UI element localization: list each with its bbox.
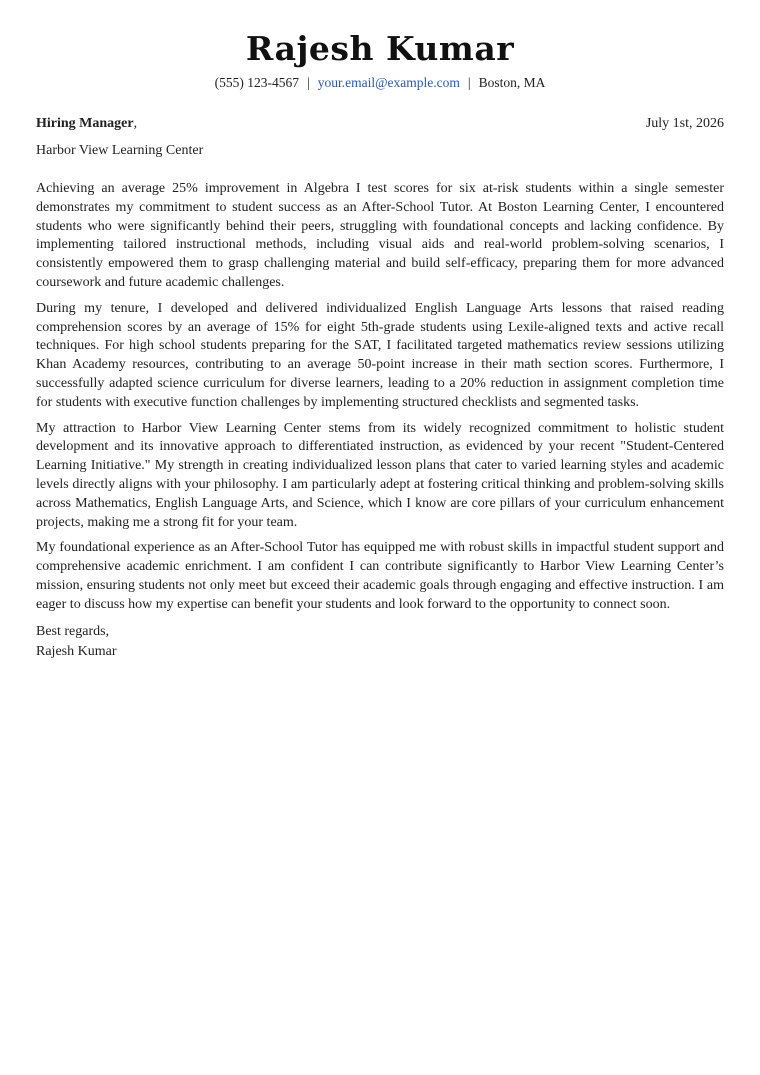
recipient-name-suffix: ,	[133, 116, 138, 131]
body-paragraph: Achieving an average 25% improvement in Algebra I test scores for six at-risk students within a single semester demonstrates my commitment to student success as an After-School Tutor. At Boston Learning Center, I encountered students who were significantly behind their peers, struggling with foundational concepts and lacking confidence. By implementing tailored instructional methods, including visual aids and real-world problem-solving scenarios, I consistently empowered them to grasp challenging material and build self-efficacy, preparing them for more advanced coursework and future academic challenges.	[36, 181, 724, 290]
applicant-name: Rajesh Kumar	[245, 29, 515, 68]
body-paragraph: My foundational experience as an After-School Tutor has equipped me with robust skills in impactful student support and comprehensive academic enrichment. I am confident I can contribute significantly to Harbor View Learning Center’s mission, ensuring students not only meet but exceed their academic goals through engaging and effective instruction. I am eager to discuss how my expertise can benefit your students and look forward to the opportunity to connect soon.	[36, 540, 724, 612]
closing-salutation: Best regards,	[36, 623, 110, 639]
recipient-name: Hiring Manager	[36, 116, 134, 131]
signature-name: Rajesh Kumar	[36, 643, 117, 659]
salutation-row	[36, 114, 724, 134]
email-link[interactable]: your.email@example.com	[317, 75, 460, 90]
contact-separator: |	[467, 75, 471, 90]
letter-closing	[36, 622, 724, 662]
contact-line	[36, 73, 724, 93]
phone-number: (555) 123-4567	[214, 75, 300, 90]
recipient-organization: Harbor View Learning Center	[36, 143, 204, 158]
location: Boston, MA	[478, 75, 546, 90]
body-paragraph: My attraction to Harbor View Learning Center stems from its widely recognized commitment to holistic student development and its innovative approach to differentiated instruction, as evidenced by your recent "Student-Centered Learning Initiative." My strength in creating individualized lesson plans that cater to varied learning styles and academic levels directly aligns with your philosophy. I am particularly adept at fostering critical thinking and problem-solving skills across Mathematics, English Language Arts, and Science, which I know are core pillars of your curriculum enhancement projects, making me a strong fit for your team.	[36, 420, 724, 530]
recipient	[36, 114, 137, 134]
letter-date: July 1st, 2026	[645, 116, 724, 131]
body-paragraph: During my tenure, I developed and delivered individualized English Language Arts lessons that raised reading comprehension scores by an average of 15% for eight 5th-grade students using Lexile-aligned texts and active recall techniques. For high school students preparing for the SAT, I facilitated targeted mathematics review sessions utilizing Khan Academy resources, contributing to an average 50-point increase in their math section scores. Furthermore, I successfully adapted science curriculum for diverse learners, leading to a 20% reduction in assignment completion time for students with executive function challenges by implementing structured checklists and segmented tasks.	[36, 300, 724, 410]
letter-body	[36, 180, 724, 615]
contact-separator: |	[307, 75, 310, 90]
